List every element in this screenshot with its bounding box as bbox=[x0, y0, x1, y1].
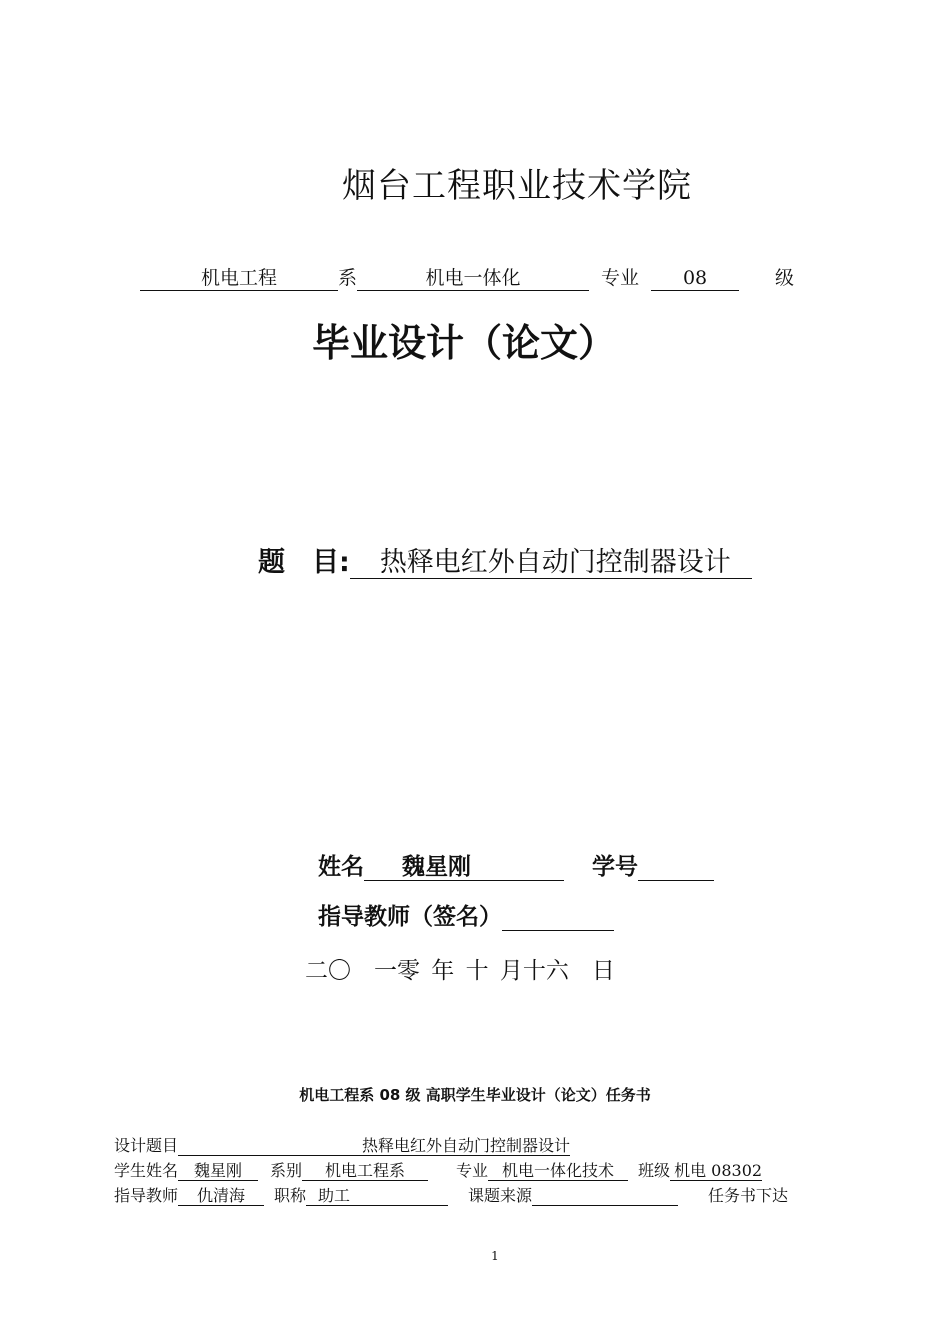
grade-suffix: 级 bbox=[775, 267, 795, 289]
advisor-value: 仇清海 bbox=[178, 1187, 264, 1206]
job-title-label: 职称 bbox=[274, 1186, 307, 1205]
major-value: 机电一体化 bbox=[357, 268, 589, 291]
topic-line bbox=[258, 540, 752, 579]
task-row-advisor bbox=[114, 1183, 788, 1206]
job-title-value: 助工 bbox=[306, 1187, 448, 1206]
topic-source-value bbox=[532, 1187, 678, 1206]
design-topic-label: 设计题目 bbox=[114, 1136, 179, 1155]
major-field-value: 机电一体化技术 bbox=[488, 1162, 628, 1181]
advisor-label: 指导教师 bbox=[114, 1186, 179, 1205]
school-name: 烟台工程职业技术学院 bbox=[342, 166, 692, 206]
class-value: 机电 08302 bbox=[670, 1162, 762, 1181]
task-issue-label: 任务书下达 bbox=[708, 1186, 789, 1205]
task-row-student bbox=[114, 1158, 762, 1181]
thesis-title: 毕业设计（论文） bbox=[312, 321, 617, 365]
design-topic-value: 热释电红外自动门控制器设计 bbox=[178, 1137, 570, 1156]
topic-value bbox=[350, 547, 752, 579]
date-line: 二〇 一零 年 十 月十六 日 bbox=[305, 958, 615, 984]
topic-source-label: 课题来源 bbox=[468, 1186, 533, 1205]
department-field-value: 机电工程系 bbox=[302, 1162, 428, 1181]
student-line bbox=[318, 848, 714, 881]
advisor-signature-line bbox=[318, 898, 614, 931]
page-number: 1 bbox=[491, 1249, 499, 1263]
advisor-signature-label: 指导教师（签名） bbox=[318, 904, 502, 930]
topic-label: 题 目: bbox=[258, 547, 350, 578]
task-book-title: 机电工程系 08 级 高职学生毕业设计（论文）任务书 bbox=[299, 1086, 651, 1104]
student-id-value bbox=[638, 854, 714, 881]
student-name-label: 学生姓名 bbox=[114, 1161, 179, 1180]
topic-text: 热释电红外自动门控制器设计 bbox=[379, 547, 731, 578]
class-label: 班级 bbox=[638, 1161, 671, 1180]
advisor-signature-value bbox=[502, 904, 614, 931]
student-name-value: 魏星刚 bbox=[178, 1162, 258, 1181]
name-label: 姓名 bbox=[318, 854, 364, 880]
major-label: 专业 bbox=[601, 267, 640, 289]
department-line bbox=[140, 263, 794, 291]
name-value bbox=[364, 854, 564, 881]
department-label: 系别 bbox=[270, 1161, 303, 1180]
department-suffix: 系 bbox=[338, 267, 358, 289]
task-row-topic bbox=[114, 1133, 570, 1156]
student-id-label: 学号 bbox=[592, 854, 638, 880]
department-value: 机电工程 bbox=[140, 268, 338, 291]
name-text: 魏星刚 bbox=[402, 854, 471, 880]
grade-value: 08 bbox=[651, 268, 739, 291]
major-field-label: 专业 bbox=[456, 1161, 489, 1180]
